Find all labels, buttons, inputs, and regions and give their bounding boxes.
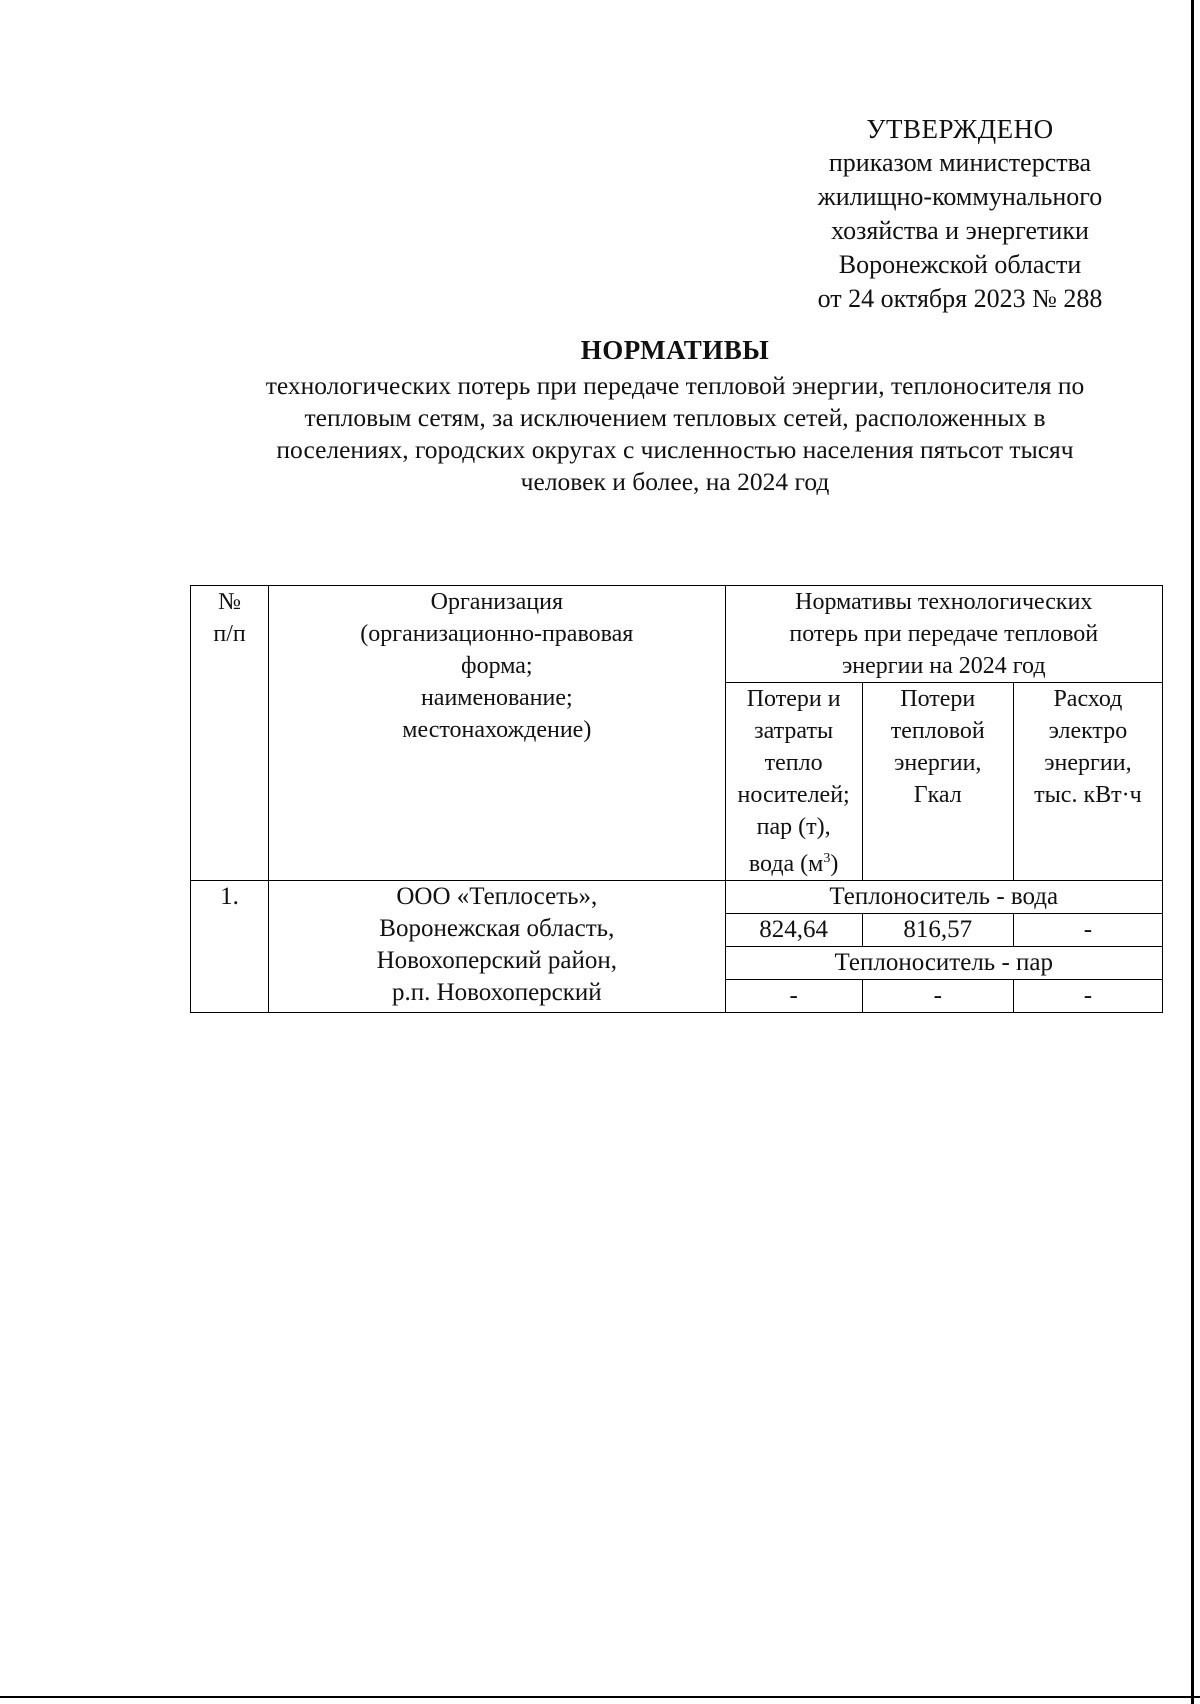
steam-coolant-losses-value: - bbox=[725, 980, 862, 1013]
header-col-a-line: тепло bbox=[764, 750, 823, 776]
table-header-row bbox=[191, 586, 1163, 683]
header-org-line: Организация bbox=[430, 589, 563, 615]
header-col-a-line: пар (т), bbox=[756, 814, 831, 840]
header-group-line: энергии на 2024 год bbox=[841, 653, 1046, 679]
header-col-a-close: ) bbox=[830, 851, 839, 877]
header-electricity-cell bbox=[1013, 683, 1162, 881]
header-col-b-line: Потери bbox=[900, 686, 976, 712]
steam-electricity-value: - bbox=[1013, 980, 1162, 1013]
header-col-c-line: электро bbox=[1048, 718, 1128, 744]
header-col-a-line: Потери и bbox=[746, 686, 841, 712]
header-number-pp: п/п bbox=[213, 621, 246, 647]
subtitle-line: поселениях, городских округах с численностью населения пятьсот тысяч bbox=[276, 435, 1074, 464]
header-number-sign: № bbox=[218, 589, 241, 615]
header-norms-group-cell bbox=[725, 586, 1162, 683]
approval-block bbox=[770, 112, 1150, 316]
header-col-a-line bbox=[728, 843, 860, 880]
row-org-line: Новохоперский район, bbox=[376, 947, 618, 974]
page-bottom-edge-line bbox=[0, 1696, 1200, 1698]
approval-line: от 24 октября 2023 № 288 bbox=[817, 284, 1103, 313]
document-subtitle bbox=[190, 370, 1160, 498]
header-col-b-line: Гкал bbox=[913, 782, 962, 808]
header-organization-cell bbox=[269, 586, 725, 881]
header-col-a-line: носителей; bbox=[737, 782, 850, 808]
header-org-line: местонахождение) bbox=[402, 717, 592, 743]
header-coolant-losses-cell bbox=[725, 683, 862, 881]
section-label-water: Теплоноситель - вода bbox=[725, 881, 1162, 914]
header-col-c-line: Расход bbox=[1053, 686, 1123, 712]
header-org-line: форма; bbox=[461, 653, 533, 679]
section-label-steam: Теплоноситель - пар bbox=[725, 947, 1162, 980]
page-right-edge-line bbox=[1191, 0, 1194, 1704]
row-org-line: р.п. Новохоперский bbox=[391, 979, 602, 1006]
subtitle-line: тепловым сетям, за исключением тепловых сетей, расположенных в bbox=[304, 403, 1046, 432]
header-col-a-line: затраты bbox=[754, 718, 834, 744]
row-number-cell: 1. bbox=[191, 881, 269, 1013]
header-org-line: наименование; bbox=[420, 685, 573, 711]
water-coolant-losses-value: 824,64 bbox=[725, 914, 862, 947]
header-group-line: потерь при передаче тепловой bbox=[789, 621, 1099, 647]
water-electricity-value: - bbox=[1013, 914, 1162, 947]
approval-line: Воронежской области bbox=[838, 250, 1082, 279]
approval-line: приказом министерства bbox=[828, 148, 1092, 177]
header-group-line: Нормативы технологических bbox=[795, 589, 1093, 615]
approval-line: жилищно-коммунального bbox=[817, 182, 1103, 211]
subtitle-line: технологических потерь при передаче тепловой энергии, теплоносителя по bbox=[265, 371, 1085, 400]
subtitle-line: человек и более, на 2024 год bbox=[520, 467, 830, 496]
approval-line: хозяйства и энергетики bbox=[831, 216, 1089, 245]
steam-heat-losses-value: - bbox=[862, 980, 1013, 1013]
approval-title: УТВЕРЖДЕНО bbox=[866, 114, 1054, 144]
header-number-cell bbox=[191, 586, 269, 881]
header-org-line: (организационно-правовая bbox=[360, 621, 634, 647]
header-heat-losses-cell bbox=[862, 683, 1013, 881]
water-heat-losses-value: 816,57 bbox=[862, 914, 1013, 947]
norms-table bbox=[190, 585, 1163, 1013]
header-col-b-line: энергии, bbox=[894, 750, 982, 776]
row-org-line: Воронежская область, bbox=[379, 915, 615, 942]
header-col-a-superscript: 3 bbox=[823, 851, 831, 866]
header-col-a-water: вода (м bbox=[748, 851, 824, 877]
header-col-c-line: тыс. кВт·ч bbox=[1034, 782, 1142, 808]
document-title: НОРМАТИВЫ bbox=[580, 335, 770, 365]
header-col-b-line: тепловой bbox=[890, 718, 985, 744]
row-org-line: ООО «Теплосеть», bbox=[396, 883, 598, 910]
header-col-c-line: энергии, bbox=[1044, 750, 1132, 776]
table-row bbox=[191, 881, 1163, 914]
row-organization-cell bbox=[269, 881, 725, 1013]
